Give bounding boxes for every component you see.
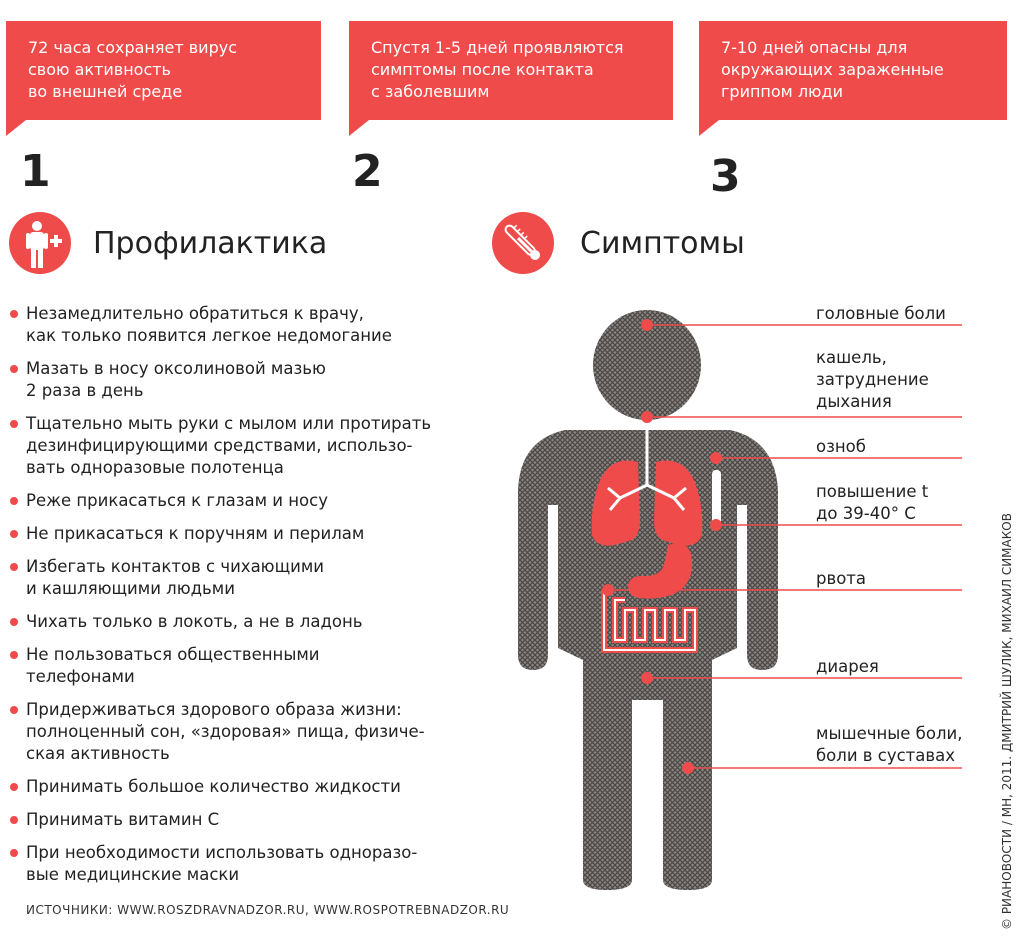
symptom-label: повышение t до 39-40° С (816, 482, 929, 523)
prevention-title: Профилактика (93, 226, 328, 261)
prevention-item: Придерживаться здорового образа жизни: полноценный сон, «здоровая» пища, физиче- ская активность (10, 699, 460, 765)
prevention-item: Тщательно мыть руки с мылом или протирать дезинфицирующими средствами, использо- вать одноразовые полотенца (10, 413, 460, 479)
symptom-label: мышечные боли, боли в суставах (816, 724, 963, 765)
callout-2-text: Спустя 1-5 дней проявляются симптомы после контакта с заболевшим (371, 38, 624, 101)
symptoms-title: Симптомы (580, 226, 745, 261)
prevention-item: При необходимости использовать одноразо- вые медицинские маски (10, 842, 460, 886)
prevention-item: Мазать в носу оксолиновой мазью 2 раза в день (10, 358, 460, 402)
step-number-1: 1 (20, 146, 51, 197)
step-number-2: 2 (352, 146, 383, 197)
symptom-label: озноб (816, 437, 866, 456)
symptom-label: головные боли (816, 304, 946, 323)
step-number-3: 3 (710, 151, 741, 202)
prevention-item: Незамедлительно обратиться к врачу, как только появится легкое недомогание (10, 303, 460, 347)
prevention-item: Принимать витамин С (10, 809, 460, 831)
prevention-item: Реже прикасаться к глазам и носу (10, 490, 460, 512)
symptom-label: диарея (816, 657, 879, 676)
credit: © РИАНОВОСТИ / МН, 2011. ДМИТРИЙ ШУЛИК, МИХАИЛ СИМАКОВ (1000, 513, 1014, 930)
prevention-item: Чихать только в локоть, а не в ладонь (10, 611, 460, 633)
symptom-label: кашель, затруднение дыхания (816, 348, 929, 411)
figure-silhouette (518, 310, 778, 890)
sources: ИСТОЧНИКИ: WWW.ROSZDRAVNADZOR.RU, WWW.ROSPOTREBNADZOR.RU (26, 903, 510, 917)
callout-3-text: 7-10 дней опасны для окружающих зараженные гриппом люди (721, 38, 944, 101)
prevention-item: Принимать большое количество жидкости (10, 776, 460, 798)
callout-1-text: 72 часа сохраняет вирус свою активность во внешней среде (28, 38, 237, 101)
symptom-label: рвота (816, 569, 867, 588)
prevention-item: Не прикасаться к поручням и перилам (10, 523, 460, 545)
prevention-item: Не пользоваться общественными телефонами (10, 644, 460, 688)
prevention-item: Избегать контактов с чихающими и кашляющими людьми (10, 556, 460, 600)
